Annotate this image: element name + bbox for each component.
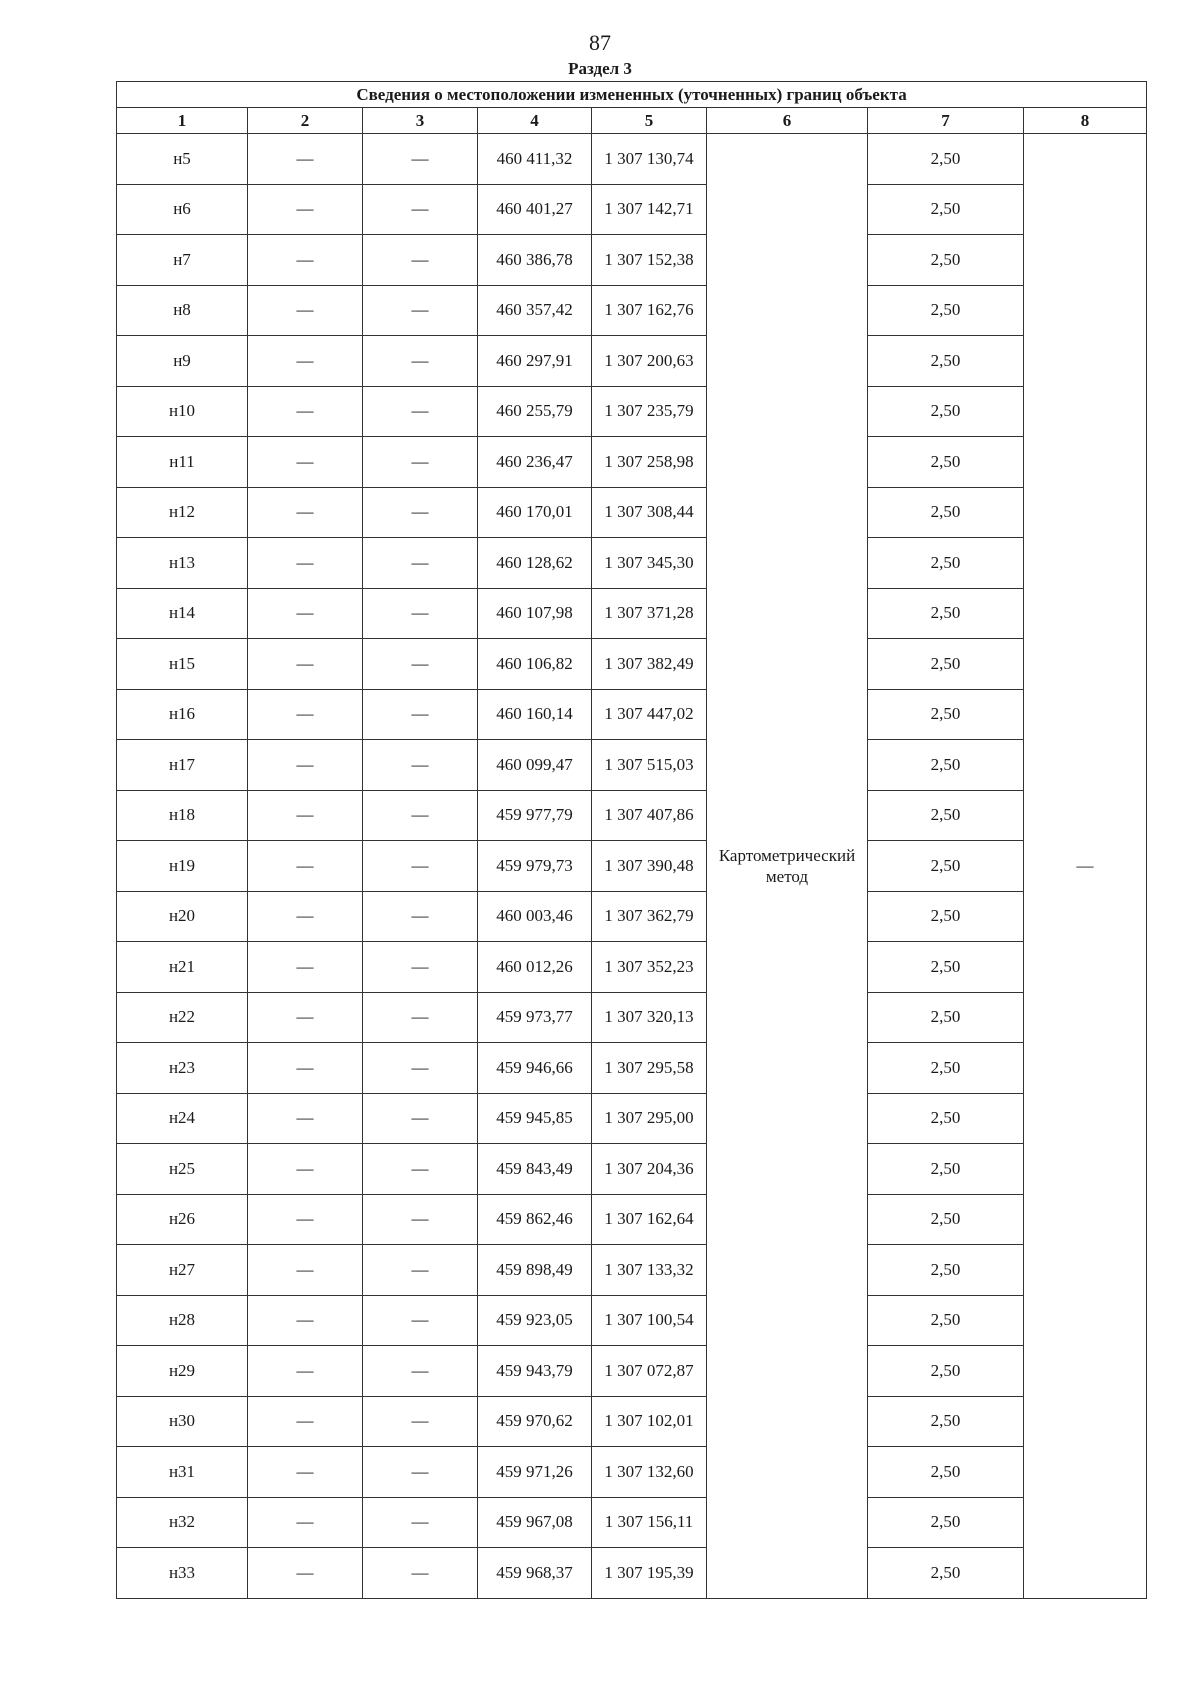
- column-2-cell: —: [248, 538, 363, 589]
- x-coordinate-cell: 460 170,01: [478, 487, 592, 538]
- table-row: [117, 1346, 1147, 1397]
- column-number: 7: [868, 108, 1024, 134]
- column-3-cell: —: [363, 992, 478, 1043]
- column-3-cell: —: [363, 235, 478, 286]
- point-cell: н15: [117, 639, 248, 690]
- column-2-cell: —: [248, 437, 363, 488]
- point-cell: н21: [117, 942, 248, 993]
- y-coordinate-cell: 1 307 320,13: [592, 992, 707, 1043]
- column-3-cell: —: [363, 639, 478, 690]
- precision-cell: 2,50: [868, 184, 1024, 235]
- y-coordinate-cell: 1 307 162,64: [592, 1194, 707, 1245]
- x-coordinate-cell: 460 003,46: [478, 891, 592, 942]
- column-2-cell: —: [248, 386, 363, 437]
- table-row: [117, 1295, 1147, 1346]
- column-3-cell: —: [363, 1548, 478, 1599]
- point-cell: н31: [117, 1447, 248, 1498]
- column-2-cell: —: [248, 891, 363, 942]
- column-2-cell: —: [248, 1194, 363, 1245]
- column-3-cell: —: [363, 1295, 478, 1346]
- point-cell: н17: [117, 740, 248, 791]
- x-coordinate-cell: 459 843,49: [478, 1144, 592, 1195]
- x-coordinate-cell: 459 945,85: [478, 1093, 592, 1144]
- column-3-cell: —: [363, 184, 478, 235]
- y-coordinate-cell: 1 307 352,23: [592, 942, 707, 993]
- precision-cell: 2,50: [868, 336, 1024, 387]
- method-cell: Картометрический метод: [707, 134, 868, 1599]
- column-3-cell: —: [363, 942, 478, 993]
- point-cell: н24: [117, 1093, 248, 1144]
- table-caption: Сведения о местоположении измененных (уточненных) границ объекта: [117, 82, 1147, 108]
- precision-cell: 2,50: [868, 1396, 1024, 1447]
- column-2-cell: —: [248, 134, 363, 185]
- x-coordinate-cell: 460 297,91: [478, 336, 592, 387]
- y-coordinate-cell: 1 307 382,49: [592, 639, 707, 690]
- point-cell: н25: [117, 1144, 248, 1195]
- column-3-cell: —: [363, 285, 478, 336]
- precision-cell: 2,50: [868, 588, 1024, 639]
- table-row: [117, 285, 1147, 336]
- table-body: [117, 134, 1147, 1599]
- column-3-cell: —: [363, 740, 478, 791]
- precision-cell: 2,50: [868, 1548, 1024, 1599]
- table-row: [117, 1497, 1147, 1548]
- y-coordinate-cell: 1 307 130,74: [592, 134, 707, 185]
- point-cell: н5: [117, 134, 248, 185]
- precision-cell: 2,50: [868, 134, 1024, 185]
- table-row: [117, 1548, 1147, 1599]
- point-cell: н26: [117, 1194, 248, 1245]
- column-number: 5: [592, 108, 707, 134]
- column-3-cell: —: [363, 1245, 478, 1296]
- precision-cell: 2,50: [868, 235, 1024, 286]
- x-coordinate-cell: 460 411,32: [478, 134, 592, 185]
- y-coordinate-cell: 1 307 390,48: [592, 841, 707, 892]
- x-coordinate-cell: 460 160,14: [478, 689, 592, 740]
- column-2-cell: —: [248, 1093, 363, 1144]
- table-row: [117, 992, 1147, 1043]
- column-3-cell: —: [363, 841, 478, 892]
- y-coordinate-cell: 1 307 295,00: [592, 1093, 707, 1144]
- x-coordinate-cell: 459 946,66: [478, 1043, 592, 1094]
- x-coordinate-cell: 460 012,26: [478, 942, 592, 993]
- table-row: [117, 639, 1147, 690]
- x-coordinate-cell: 459 923,05: [478, 1295, 592, 1346]
- column-8-cell: —: [1024, 134, 1147, 1599]
- column-2-cell: —: [248, 689, 363, 740]
- column-3-cell: —: [363, 1346, 478, 1397]
- table-row: [117, 184, 1147, 235]
- column-3-cell: —: [363, 386, 478, 437]
- point-cell: н12: [117, 487, 248, 538]
- column-number: 8: [1024, 108, 1147, 134]
- boundary-coordinates-table: [116, 81, 1147, 1599]
- precision-cell: 2,50: [868, 740, 1024, 791]
- column-3-cell: —: [363, 538, 478, 589]
- column-2-cell: —: [248, 1346, 363, 1397]
- point-cell: н33: [117, 1548, 248, 1599]
- x-coordinate-cell: 460 107,98: [478, 588, 592, 639]
- y-coordinate-cell: 1 307 345,30: [592, 538, 707, 589]
- x-coordinate-cell: 459 973,77: [478, 992, 592, 1043]
- column-3-cell: —: [363, 588, 478, 639]
- column-3-cell: —: [363, 134, 478, 185]
- x-coordinate-cell: 459 968,37: [478, 1548, 592, 1599]
- y-coordinate-cell: 1 307 162,76: [592, 285, 707, 336]
- precision-cell: 2,50: [868, 841, 1024, 892]
- column-3-cell: —: [363, 1194, 478, 1245]
- table-row: [117, 437, 1147, 488]
- precision-cell: 2,50: [868, 639, 1024, 690]
- table-row: [117, 740, 1147, 791]
- precision-cell: 2,50: [868, 1346, 1024, 1397]
- table-row: [117, 1043, 1147, 1094]
- table-row: [117, 538, 1147, 589]
- precision-cell: 2,50: [868, 1497, 1024, 1548]
- precision-cell: 2,50: [868, 1194, 1024, 1245]
- y-coordinate-cell: 1 307 152,38: [592, 235, 707, 286]
- column-2-cell: —: [248, 790, 363, 841]
- x-coordinate-cell: 459 943,79: [478, 1346, 592, 1397]
- x-coordinate-cell: 459 862,46: [478, 1194, 592, 1245]
- point-cell: н23: [117, 1043, 248, 1094]
- precision-cell: 2,50: [868, 538, 1024, 589]
- column-2-cell: —: [248, 1245, 363, 1296]
- x-coordinate-cell: 459 967,08: [478, 1497, 592, 1548]
- y-coordinate-cell: 1 307 156,11: [592, 1497, 707, 1548]
- column-2-cell: —: [248, 487, 363, 538]
- column-2-cell: —: [248, 841, 363, 892]
- x-coordinate-cell: 460 255,79: [478, 386, 592, 437]
- y-coordinate-cell: 1 307 200,63: [592, 336, 707, 387]
- precision-cell: 2,50: [868, 487, 1024, 538]
- table-row: [117, 1194, 1147, 1245]
- precision-cell: 2,50: [868, 1447, 1024, 1498]
- point-cell: н16: [117, 689, 248, 740]
- column-number: 1: [117, 108, 248, 134]
- column-3-cell: —: [363, 487, 478, 538]
- column-2-cell: —: [248, 1043, 363, 1094]
- point-cell: н29: [117, 1346, 248, 1397]
- table-row: [117, 134, 1147, 185]
- column-3-cell: —: [363, 1497, 478, 1548]
- x-coordinate-cell: 459 979,73: [478, 841, 592, 892]
- column-3-cell: —: [363, 336, 478, 387]
- y-coordinate-cell: 1 307 235,79: [592, 386, 707, 437]
- table-row: [117, 235, 1147, 286]
- column-number-row: [117, 108, 1147, 134]
- page-number: 87: [589, 30, 611, 55]
- table-row: [117, 841, 1147, 892]
- column-3-cell: —: [363, 1093, 478, 1144]
- x-coordinate-cell: 460 236,47: [478, 437, 592, 488]
- table-row: [117, 689, 1147, 740]
- column-2-cell: —: [248, 1396, 363, 1447]
- table-row: [117, 1396, 1147, 1447]
- column-2-cell: —: [248, 1548, 363, 1599]
- point-cell: н9: [117, 336, 248, 387]
- point-cell: н8: [117, 285, 248, 336]
- table-row: [117, 1144, 1147, 1195]
- point-cell: н18: [117, 790, 248, 841]
- point-cell: н30: [117, 1396, 248, 1447]
- column-2-cell: —: [248, 1144, 363, 1195]
- column-3-cell: —: [363, 1396, 478, 1447]
- y-coordinate-cell: 1 307 142,71: [592, 184, 707, 235]
- x-coordinate-cell: 460 099,47: [478, 740, 592, 791]
- x-coordinate-cell: 460 128,62: [478, 538, 592, 589]
- table-row: [117, 1245, 1147, 1296]
- column-2-cell: —: [248, 1497, 363, 1548]
- precision-cell: 2,50: [868, 689, 1024, 740]
- y-coordinate-cell: 1 307 133,32: [592, 1245, 707, 1296]
- point-cell: н28: [117, 1295, 248, 1346]
- precision-cell: 2,50: [868, 1295, 1024, 1346]
- point-cell: н13: [117, 538, 248, 589]
- table-row: [117, 336, 1147, 387]
- y-coordinate-cell: 1 307 100,54: [592, 1295, 707, 1346]
- table-row: [117, 588, 1147, 639]
- point-cell: н10: [117, 386, 248, 437]
- column-2-cell: —: [248, 235, 363, 286]
- y-coordinate-cell: 1 307 102,01: [592, 1396, 707, 1447]
- column-2-cell: —: [248, 1447, 363, 1498]
- y-coordinate-cell: 1 307 195,39: [592, 1548, 707, 1599]
- column-number: 2: [248, 108, 363, 134]
- x-coordinate-cell: 459 977,79: [478, 790, 592, 841]
- x-coordinate-cell: 459 898,49: [478, 1245, 592, 1296]
- precision-cell: 2,50: [868, 386, 1024, 437]
- column-2-cell: —: [248, 184, 363, 235]
- point-cell: н32: [117, 1497, 248, 1548]
- y-coordinate-cell: 1 307 447,02: [592, 689, 707, 740]
- precision-cell: 2,50: [868, 1043, 1024, 1094]
- x-coordinate-cell: 460 357,42: [478, 285, 592, 336]
- precision-cell: 2,50: [868, 437, 1024, 488]
- column-3-cell: —: [363, 891, 478, 942]
- column-3-cell: —: [363, 1043, 478, 1094]
- precision-cell: 2,50: [868, 891, 1024, 942]
- point-cell: н14: [117, 588, 248, 639]
- column-number: 3: [363, 108, 478, 134]
- column-2-cell: —: [248, 992, 363, 1043]
- x-coordinate-cell: 459 970,62: [478, 1396, 592, 1447]
- y-coordinate-cell: 1 307 371,28: [592, 588, 707, 639]
- table-row: [117, 1447, 1147, 1498]
- column-3-cell: —: [363, 790, 478, 841]
- precision-cell: 2,50: [868, 1093, 1024, 1144]
- point-cell: н11: [117, 437, 248, 488]
- point-cell: н22: [117, 992, 248, 1043]
- x-coordinate-cell: 460 401,27: [478, 184, 592, 235]
- y-coordinate-cell: 1 307 072,87: [592, 1346, 707, 1397]
- precision-cell: 2,50: [868, 1144, 1024, 1195]
- point-cell: н6: [117, 184, 248, 235]
- y-coordinate-cell: 1 307 132,60: [592, 1447, 707, 1498]
- table-row: [117, 1093, 1147, 1144]
- y-coordinate-cell: 1 307 515,03: [592, 740, 707, 791]
- point-cell: н27: [117, 1245, 248, 1296]
- y-coordinate-cell: 1 307 204,36: [592, 1144, 707, 1195]
- table-row: [117, 891, 1147, 942]
- column-number: 6: [707, 108, 868, 134]
- point-cell: н19: [117, 841, 248, 892]
- column-2-cell: —: [248, 1295, 363, 1346]
- y-coordinate-cell: 1 307 258,98: [592, 437, 707, 488]
- precision-cell: 2,50: [868, 942, 1024, 993]
- x-coordinate-cell: 459 971,26: [478, 1447, 592, 1498]
- precision-cell: 2,50: [868, 285, 1024, 336]
- column-2-cell: —: [248, 740, 363, 791]
- point-cell: н20: [117, 891, 248, 942]
- precision-cell: 2,50: [868, 790, 1024, 841]
- table-row: [117, 942, 1147, 993]
- table-row: [117, 487, 1147, 538]
- y-coordinate-cell: 1 307 295,58: [592, 1043, 707, 1094]
- y-coordinate-cell: 1 307 407,86: [592, 790, 707, 841]
- table-row: [117, 386, 1147, 437]
- column-2-cell: —: [248, 336, 363, 387]
- y-coordinate-cell: 1 307 362,79: [592, 891, 707, 942]
- x-coordinate-cell: 460 106,82: [478, 639, 592, 690]
- column-3-cell: —: [363, 1144, 478, 1195]
- x-coordinate-cell: 460 386,78: [478, 235, 592, 286]
- table-row: [117, 790, 1147, 841]
- column-2-cell: —: [248, 942, 363, 993]
- column-3-cell: —: [363, 1447, 478, 1498]
- column-2-cell: —: [248, 588, 363, 639]
- column-3-cell: —: [363, 689, 478, 740]
- precision-cell: 2,50: [868, 1245, 1024, 1296]
- column-3-cell: —: [363, 437, 478, 488]
- column-2-cell: —: [248, 285, 363, 336]
- column-number: 4: [478, 108, 592, 134]
- y-coordinate-cell: 1 307 308,44: [592, 487, 707, 538]
- precision-cell: 2,50: [868, 992, 1024, 1043]
- section-title: Раздел 3: [568, 59, 632, 78]
- column-2-cell: —: [248, 639, 363, 690]
- point-cell: н7: [117, 235, 248, 286]
